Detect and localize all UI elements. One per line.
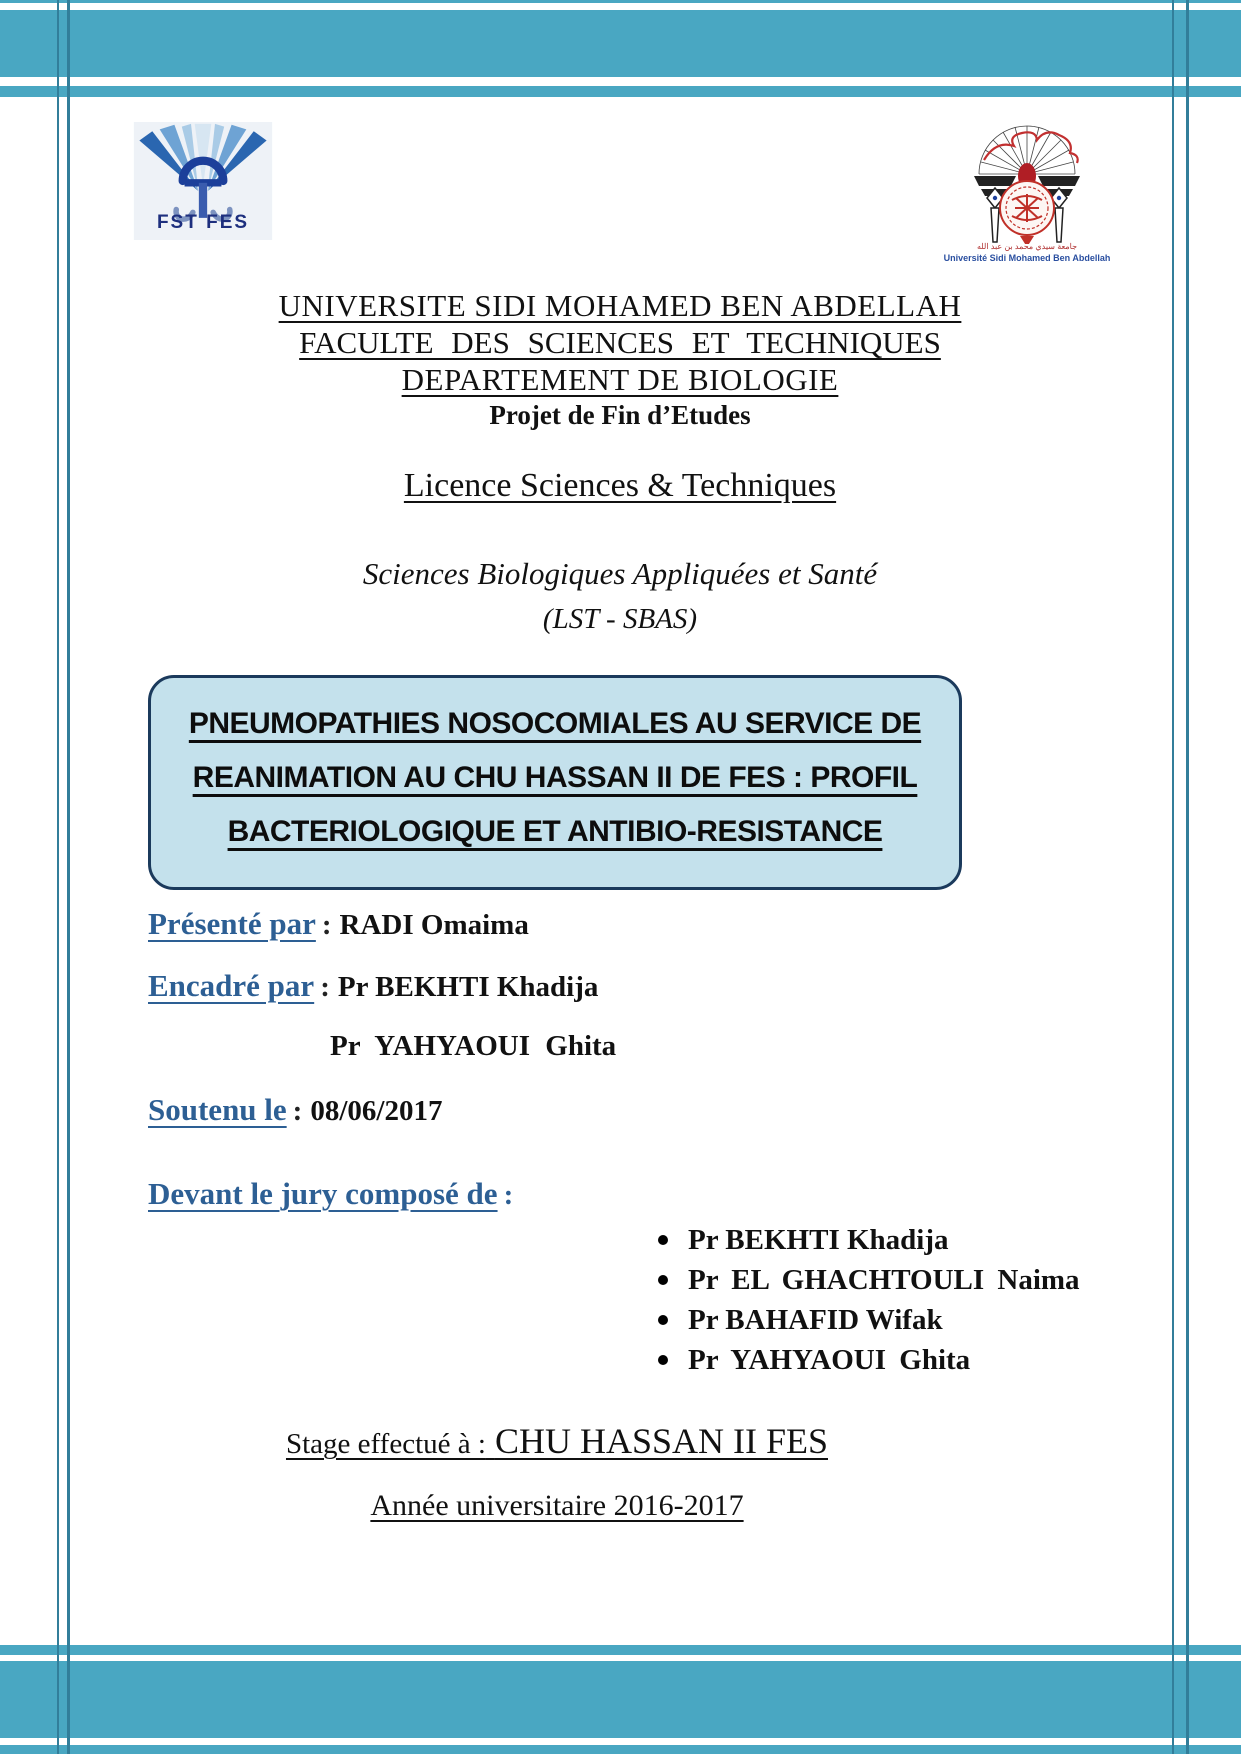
jury-list xyxy=(658,1220,1080,1380)
jury-member: Pr YAHYAOUI Ghita xyxy=(658,1340,1080,1380)
academic-year: Année universitaire 2016-2017 xyxy=(370,1489,744,1522)
internship-label: Stage effectué à : xyxy=(285,1428,486,1460)
internship-line xyxy=(0,1420,1114,1462)
jury-heading: Devant le jury composé de xyxy=(148,1176,498,1211)
supervisor-1: Pr BEKHTI Khadija xyxy=(337,971,599,1003)
colon-separator: : xyxy=(320,971,330,1003)
degree-title: Licence Sciences & Techniques xyxy=(403,467,837,504)
defense-date-value: 08/06/2017 xyxy=(310,1095,443,1127)
fst-logo xyxy=(133,122,273,240)
bullet-icon xyxy=(658,1315,668,1325)
defense-date-row xyxy=(148,1092,442,1128)
bullet-icon xyxy=(658,1355,668,1365)
presented-by-label: Présenté par xyxy=(148,906,316,941)
colon-separator: : xyxy=(292,1095,303,1127)
right-border-line-outer xyxy=(1186,0,1189,1754)
project-type: Projet de Fin d’Etudes xyxy=(489,400,751,430)
thesis-title-line-3: BACTERIOLOGIQUE ET ANTIBIO-RESISTANCE xyxy=(227,815,883,848)
defense-date-label: Soutenu le xyxy=(148,1092,287,1127)
colon-separator: : xyxy=(321,909,332,941)
top-edge-band xyxy=(0,0,1241,3)
bottom-border-band xyxy=(0,1661,1241,1738)
presented-by-value: RADI Omaima xyxy=(339,909,529,941)
specialty-title: Sciences Biologiques Appliquées et Santé xyxy=(362,556,878,591)
faculty-name: FACULTE DES SCIENCES ET TECHNIQUES xyxy=(299,325,941,360)
bullet-icon xyxy=(658,1235,668,1245)
crest-caption-french: Université Sidi Mohamed Ben Abdellah xyxy=(943,253,1111,263)
supervised-by-label: Encadré par xyxy=(148,968,315,1003)
thesis-title-line-1: PNEUMOPATHIES NOSOCOMIALES AU SERVICE DE xyxy=(188,707,922,740)
thesis-title-box xyxy=(148,675,962,890)
jury-member: Pr EL GHACHTOULI Naima xyxy=(658,1260,1080,1300)
supervised-by-row xyxy=(148,968,598,1004)
fst-logo-text: FST FES xyxy=(156,212,250,233)
department-name: DEPARTEMENT DE BIOLOGIE xyxy=(401,362,839,397)
internship-place: CHU HASSAN II FES xyxy=(494,1421,828,1461)
right-border-line-inner xyxy=(1172,0,1174,1754)
bullet-icon xyxy=(658,1275,668,1285)
colon-separator: : xyxy=(503,1179,514,1211)
crest-image xyxy=(952,116,1102,244)
top-border-band xyxy=(0,10,1241,77)
jury-member: Pr BAHAFID Wifak xyxy=(658,1300,1080,1340)
jury-member: Pr BEKHTI Khadija xyxy=(658,1220,1080,1260)
supervisor-2: Pr YAHYAOUI Ghita xyxy=(330,1030,617,1062)
crest-caption-arabic: جامعة سيدي محمد بن عبد الله xyxy=(976,242,1078,251)
university-crest xyxy=(943,116,1111,272)
presented-by-row xyxy=(148,906,529,942)
jury-heading-row xyxy=(148,1176,521,1212)
university-name: UNIVERSITE SIDI MOHAMED BEN ABDELLAH xyxy=(278,288,962,323)
thesis-title-line-2: REANIMATION AU CHU HASSAN II DE FES : PROFIL xyxy=(192,761,918,794)
bottom-thin-band xyxy=(0,1645,1241,1655)
bottom-edge-band xyxy=(0,1745,1241,1754)
top-thin-band xyxy=(0,86,1241,97)
specialty-abbr: (LST - SBAS) xyxy=(542,603,698,635)
